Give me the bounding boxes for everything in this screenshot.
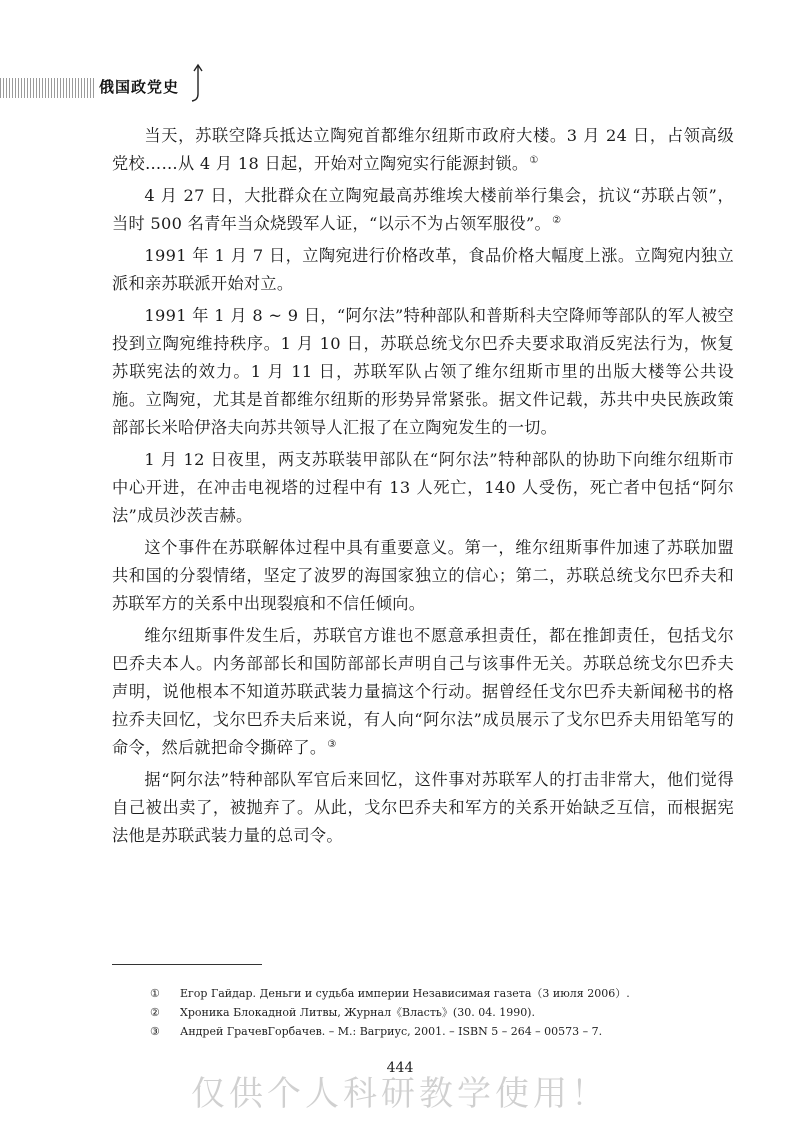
- footnote-item: [150, 1003, 710, 1022]
- page-number: 444: [386, 1060, 414, 1076]
- paragraph: [112, 242, 734, 298]
- paragraph-text: 当天，苏联空降兵抵达立陶宛首都维尔纽斯市政府大楼。3 月 24 日，占领高级党校……从 4 月 18 日起，开始对立陶宛实行能源封锁。: [112, 126, 734, 173]
- footnote-item: [150, 1022, 710, 1041]
- footnote-ref: ①: [529, 154, 539, 166]
- footnote-item: [150, 984, 710, 1003]
- footnote-text: Хроника Блокадной Литвы, Журнал《Власть》(30. 04. 1990).: [180, 1006, 535, 1019]
- footnote-divider: [112, 964, 262, 965]
- footnote-ref: ②: [552, 214, 562, 226]
- paragraph: [112, 302, 734, 442]
- footnote-number: ②: [150, 1006, 160, 1019]
- paragraph-text: 4 月 27 日，大批群众在立陶宛最高苏维埃大楼前举行集会，抗议“苏联占领”，当时 500 名青年当众烧毁军人证，“以示不为占领军服役”。: [112, 186, 734, 233]
- paragraph-text: 1 月 12 日夜里，两支苏联装甲部队在“阿尔法”特种部队的协助下向维尔纽斯市中心开进，在冲击电视塔的过程中有 13 人死亡，140 人受伤，死亡者中包括“阿尔法”成员沙茨吉赫。: [112, 450, 734, 525]
- paragraph-text: 1991 年 1 月 8 ~ 9 日，“阿尔法”特种部队和普斯科夫空降师等部队的军人被空投到立陶宛维持秩序。1 月 10 日，苏联总统戈尔巴乔夫要求取消反宪法行为，恢复苏联宪法的效力。1 月 11 日，苏联军队占领了维尔纽斯市里的出版大楼等公共设施。立陶宛，尤其是首都维尔纽斯的形势异常紧张。据文件记载，苏共中央民族政策部部长米哈伊洛夫向苏共领导人汇报了在立陶宛发生的一切。: [112, 306, 734, 437]
- paragraph: [112, 534, 734, 618]
- watermark-text: 仅供个人科研教学使用！: [191, 1074, 609, 1114]
- footnote-text: Андрей ГрачевГорбачев. – М.: Вагриус, 2001. – ISBN 5 – 264 – 00573 – 7.: [180, 1025, 603, 1038]
- footnote-number: ③: [150, 1025, 160, 1038]
- body-text: [112, 122, 734, 854]
- paragraph: [112, 182, 734, 238]
- paragraph-text: 维尔纽斯事件发生后，苏联官方谁也不愿意承担责任，都在推卸责任，包括戈尔巴乔夫本人。内务部部长和国防部部长声明自己与该事件无关。苏联总统戈尔巴乔夫声明，说他根本不知道苏联武装力量搞这个行动。据曾经任戈尔巴乔夫新闻秘书的格拉乔夫回忆，戈尔巴乔夫后来说，有人向“阿尔法”成员展示了戈尔巴乔夫用铅笔写的命令，然后就把命令撕碎了。: [112, 626, 734, 757]
- paragraph: [112, 622, 734, 762]
- footnote-ref: ③: [327, 738, 337, 750]
- paragraph: [112, 766, 734, 850]
- running-head-title: 俄国政党史: [99, 78, 180, 96]
- paragraph: [112, 446, 734, 530]
- header-decorative-band: [0, 78, 95, 98]
- paragraph-text: 1991 年 1 月 7 日，立陶宛进行价格改革，食品价格大幅度上涨。立陶宛内独立派和亲苏联派开始对立。: [112, 246, 734, 293]
- paragraph-text: 据“阿尔法”特种部队军官后来回忆，这件事对苏联军人的打击非常大，他们觉得自己被出卖了，被抛弃了。从此，戈尔巴乔夫和军方的关系开始缺乏互信，而根据宪法他是苏联武装力量的总司令。: [112, 770, 734, 845]
- footnote-text: Егор Гайдар. Деньги и судьба империи Независимая газета（3 июля 2006）.: [180, 987, 630, 1000]
- header-arrow-mark: [188, 62, 210, 104]
- paragraph: [112, 122, 734, 178]
- paragraph-text: 这个事件在苏联解体过程中具有重要意义。第一，维尔纽斯事件加速了苏联加盟共和国的分裂情绪，坚定了波罗的海国家独立的信心；第二，苏联总统戈尔巴乔夫和苏联军方的关系中出现裂痕和不信任倾向。: [112, 538, 734, 613]
- footnotes: [150, 984, 710, 1041]
- footnote-number: ①: [150, 987, 160, 1000]
